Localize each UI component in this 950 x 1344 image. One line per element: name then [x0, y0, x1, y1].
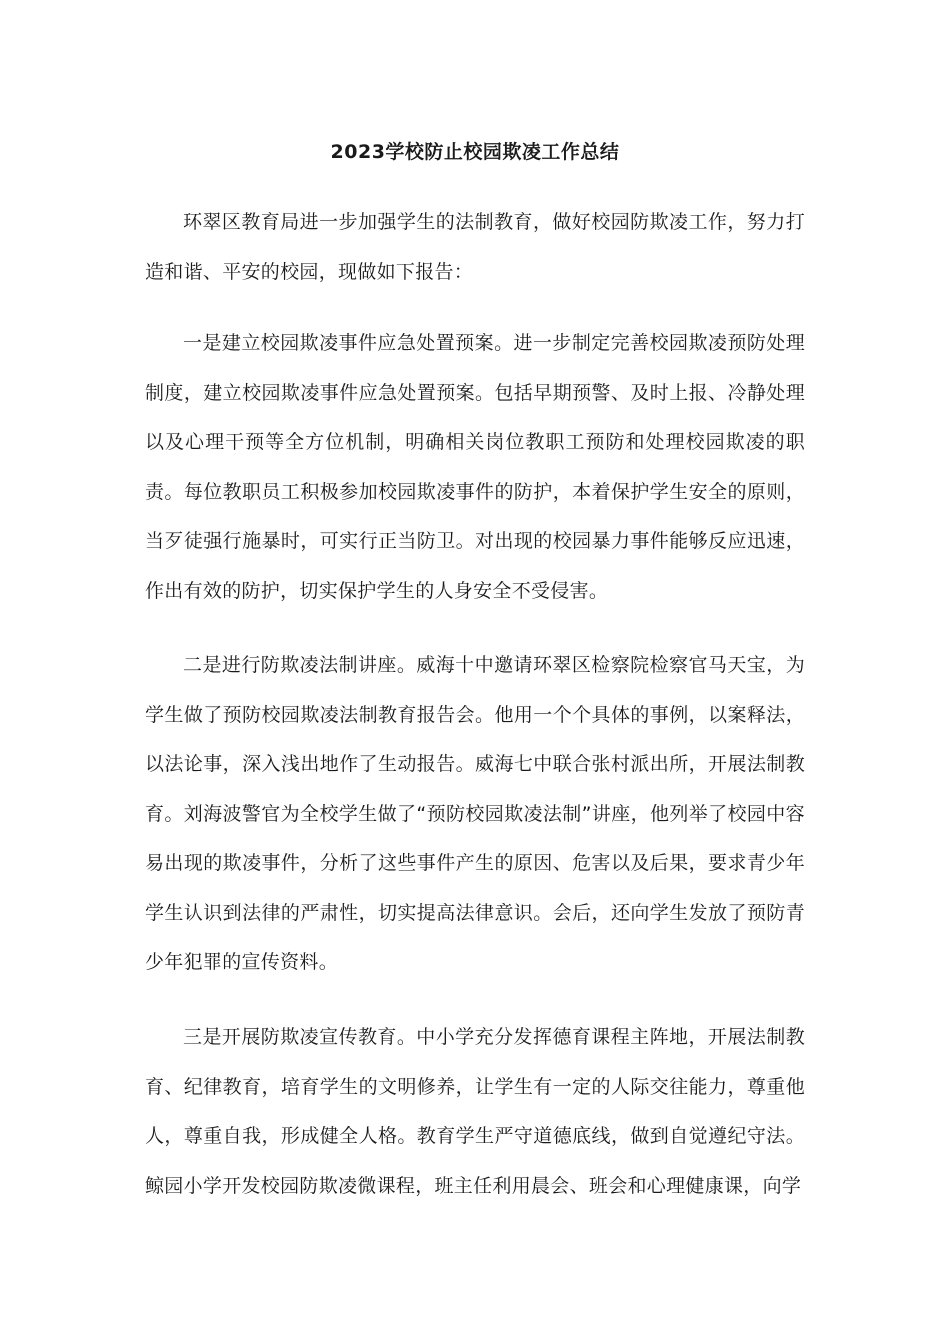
paragraph-emergency-plan: 一是建立校园欺凌事件应急处置预案。进一步制定完善校园欺凌预防处理制度，建立校园欺凌事件应急处置预案。包括早期预警、及时上报、冷静处理以及心理干预等全方位机制，明确相关岗位教职工预防和处理校园欺凌的职责。每位教职员工积极参加校园欺凌事件的防护，本着保护学生安全的原则，当歹徒强行施暴时，可实行正当防卫。对出现的校园暴力事件能够反应迅速，作出有效的防护，切实保护学生的人身安全不受侵害。	[145, 332, 805, 602]
paragraph-intro: 环翠区教育局进一步加强学生的法制教育，做好校园防欺凌工作，努力打造和谐、平安的校园，现做如下报告：	[145, 211, 805, 283]
paragraph-publicity-education: 三是开展防欺凌宣传教育。中小学充分发挥德育课程主阵地，开展法制教育、纪律教育，培育学生的文明修养，让学生有一定的人际交往能力，尊重他人，尊重自我，形成健全人格。教育学生严守道德底线，做到自觉遵纪守法。鲸园小学开发校园防欺凌微课程，班主任利用晨会、班会和心理健康课，向学	[145, 1026, 805, 1197]
document-title: 2023学校防止校园欺凌工作总结	[330, 141, 620, 163]
paragraph-legal-lectures: 二是进行防欺凌法制讲座。威海十中邀请环翠区检察院检察官马天宝，为学生做了预防校园欺凌法制教育报告会。他用一个个具体的事例，以案释法，以法论事，深入浅出地作了生动报告。威海七中联合张村派出所，开展法制教育。刘海波警官为全校学生做了“预防校园欺凌法制”讲座，他列举了校园中容易出现的欺凌事件，分析了这些事件产生的原因、危害以及后果，要求青少年学生认识到法律的严肃性，切实提高法律意识。会后，还向学生发放了预防青少年犯罪的宣传资料。	[145, 654, 805, 973]
